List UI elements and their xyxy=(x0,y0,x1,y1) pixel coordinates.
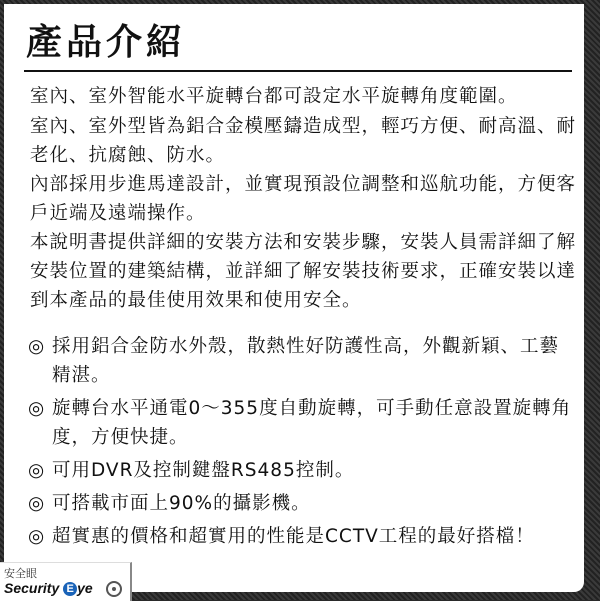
title-divider xyxy=(24,70,572,72)
bullet-icon: ◎ xyxy=(28,336,46,357)
feature-item xyxy=(28,489,578,518)
intro-paragraph-2: 室內、室外型皆為鋁合金模壓鑄造成型，輕巧方便、耐高溫、耐老化、抗腐蝕、防水。 xyxy=(30,116,577,166)
feature-item xyxy=(28,456,578,485)
feature-item xyxy=(28,332,578,390)
bullet-icon: ◎ xyxy=(28,526,46,547)
feature-text: 超實惠的價格和超實用的性能是CCTV工程的最好搭檔！ xyxy=(52,526,535,547)
intro-paragraph-1: 室內、室外智能水平旋轉台都可設定水平旋轉角度範圍。 xyxy=(30,86,518,107)
page-title: 產品介紹 xyxy=(26,22,187,63)
feature-item xyxy=(28,394,578,452)
feature-text: 可用DVR及控制鍵盤RS485控制。 xyxy=(52,460,355,481)
logo-brand-name xyxy=(4,580,93,596)
feature-text: 旋轉台水平通電0～355度自動旋轉，可手動任意設置旋轉角度，方便快捷。 xyxy=(52,398,572,448)
bullet-icon: ◎ xyxy=(28,460,46,481)
bullet-icon: ◎ xyxy=(28,493,46,514)
logo-chinese-name: 安全眼 xyxy=(4,567,37,580)
intro-paragraph-3: 內部採用步進馬達設計，並實現預設位調整和巡航功能，方便客戶近端及遠端操作。 xyxy=(30,174,577,224)
logo-brand-prefix: Security xyxy=(4,580,64,596)
bullet-icon: ◎ xyxy=(28,398,46,419)
feature-list xyxy=(28,332,578,555)
intro-paragraph-4: 本說明書提供詳細的安裝方法和安裝步驟，安裝人員需詳細了解安裝位置的建築結構，並詳細了解安裝技術要求，正確安裝以達到本產品的最佳使用效果和使用安全。 xyxy=(30,232,577,311)
feature-item xyxy=(28,522,578,551)
logo-brand-suffix: ye xyxy=(77,580,93,596)
feature-text: 採用鋁合金防水外殼，散熱性好防護性高，外觀新穎、工藝精湛。 xyxy=(52,336,560,386)
target-icon xyxy=(106,581,122,597)
feature-text: 可搭載市面上90%的攝影機。 xyxy=(52,493,311,514)
brand-logo xyxy=(0,562,132,601)
content-panel xyxy=(4,4,584,592)
eye-icon: E xyxy=(63,582,77,596)
